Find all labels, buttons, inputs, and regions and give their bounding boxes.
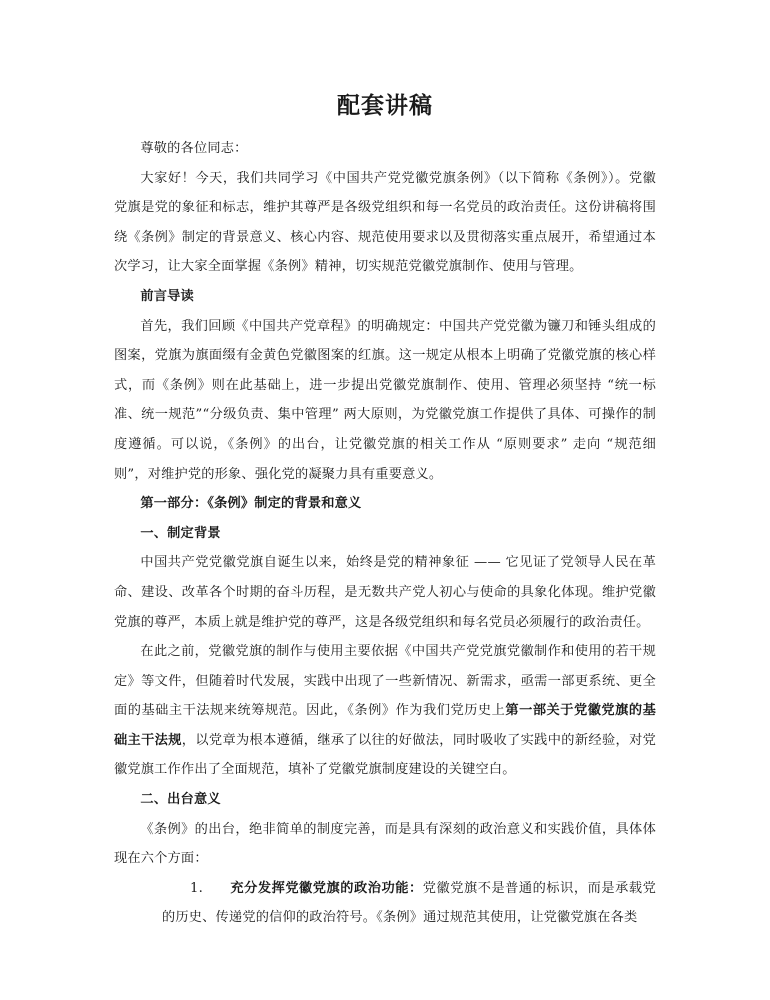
section1-paragraph-1: 中国共产党党徽党旗自诞生以来，始终是党的精神象征 —— 它见证了党领导人民在革命、建设、改革各个时期的奋斗历程，是无数共产党人初心与使命的具象化体现。维护党徽党旗的尊严，本质上就是维护党的尊严，这是各级党组织和每名党员必须履行的政治责任。	[114, 555, 656, 630]
preface-heading: 前言导读	[140, 288, 194, 304]
list-item-text: 党徽党旗不是普通的标识，而是承载党的历史、传递党的信仰的政治符号。《条例》通过规范其使用，让党徽党旗在各类	[162, 880, 656, 926]
page-title: 配套讲稿	[337, 92, 433, 119]
preface-paragraph: 首先，我们回顾《中国共产党章程》的明确规定：中国共产党党徽为镰刀和锤头组成的图案，党旗为旗面缀有金黄色党徽图案的红旗。这一规定从根本上明确了党徽党旗的核心样式，而《条例》则在此基础上，进一步提出党徽党旗制作、使用、管理必须坚持 “统一标准、统一规范”“分级负责、集中管理” 两大原则，为党徽党旗工作提供了具体、可操作的制度遵循。可以说，《条例》的出台，让党徽党旗的相关工作从 “原则要求” 走向 “规范细则”，对维护党的形象、强化党的凝聚力具有重要意义。	[114, 318, 656, 482]
intro-paragraph: 大家好！今天，我们共同学习《中国共产党党徽党旗条例》（以下简称《条例》）。党徽党旗是党的象征和标志，维护其尊严是各级党组织和每一名党员的政治责任。这份讲稿将围绕《条例》制定的背景意义、核心内容、规范使用要求以及贯彻落实重点展开，希望通过本次学习，让大家全面掌握《条例》精神，切实规范党徽党旗制作、使用与管理。	[114, 170, 656, 275]
salutation: 尊敬的各位同志：	[140, 141, 248, 156]
list-item-number: 1.	[190, 880, 203, 896]
section1-paragraph-2-text-b: ，以党章为根本遵循，继承了以往的好做法，同时吸收了实践中的新经验，对党徽党旗工作作出了全面规范，填补了党徽党旗制度建设的关键空白。	[114, 732, 657, 778]
section1-paragraph-2-text-a: 在此之前，党徽党旗的制作与使用主要依据《中国共产党党旗党徽制作和使用的若干规定》等文件，但随着时代发展，实践中出现了一些新情况、新需求，亟需一部更系统、更全面的基础主干法规来统筹规范。因此，《条例》作为我们党历史上	[114, 644, 656, 719]
section1-paragraph-2	[114, 637, 656, 785]
section1-heading: 一、制定背景	[140, 525, 221, 541]
list-item-content	[162, 881, 656, 926]
section1-paragraph-2-emphasis: 第一部关于党徽党旗的基础主干法规	[114, 703, 656, 748]
section2-intro: 《条例》的出台，绝非简单的制度完善，而是具有深刻的政治意义和实践价值，具体体现在六个方面：	[114, 821, 656, 867]
list-item-title: 充分发挥党徽党旗的政治功能：	[230, 880, 423, 896]
part1-heading: 第一部分：《条例》制定的背景和意义	[140, 496, 362, 512]
list-item	[114, 874, 656, 933]
section2-heading: 二、出台意义	[140, 792, 221, 808]
